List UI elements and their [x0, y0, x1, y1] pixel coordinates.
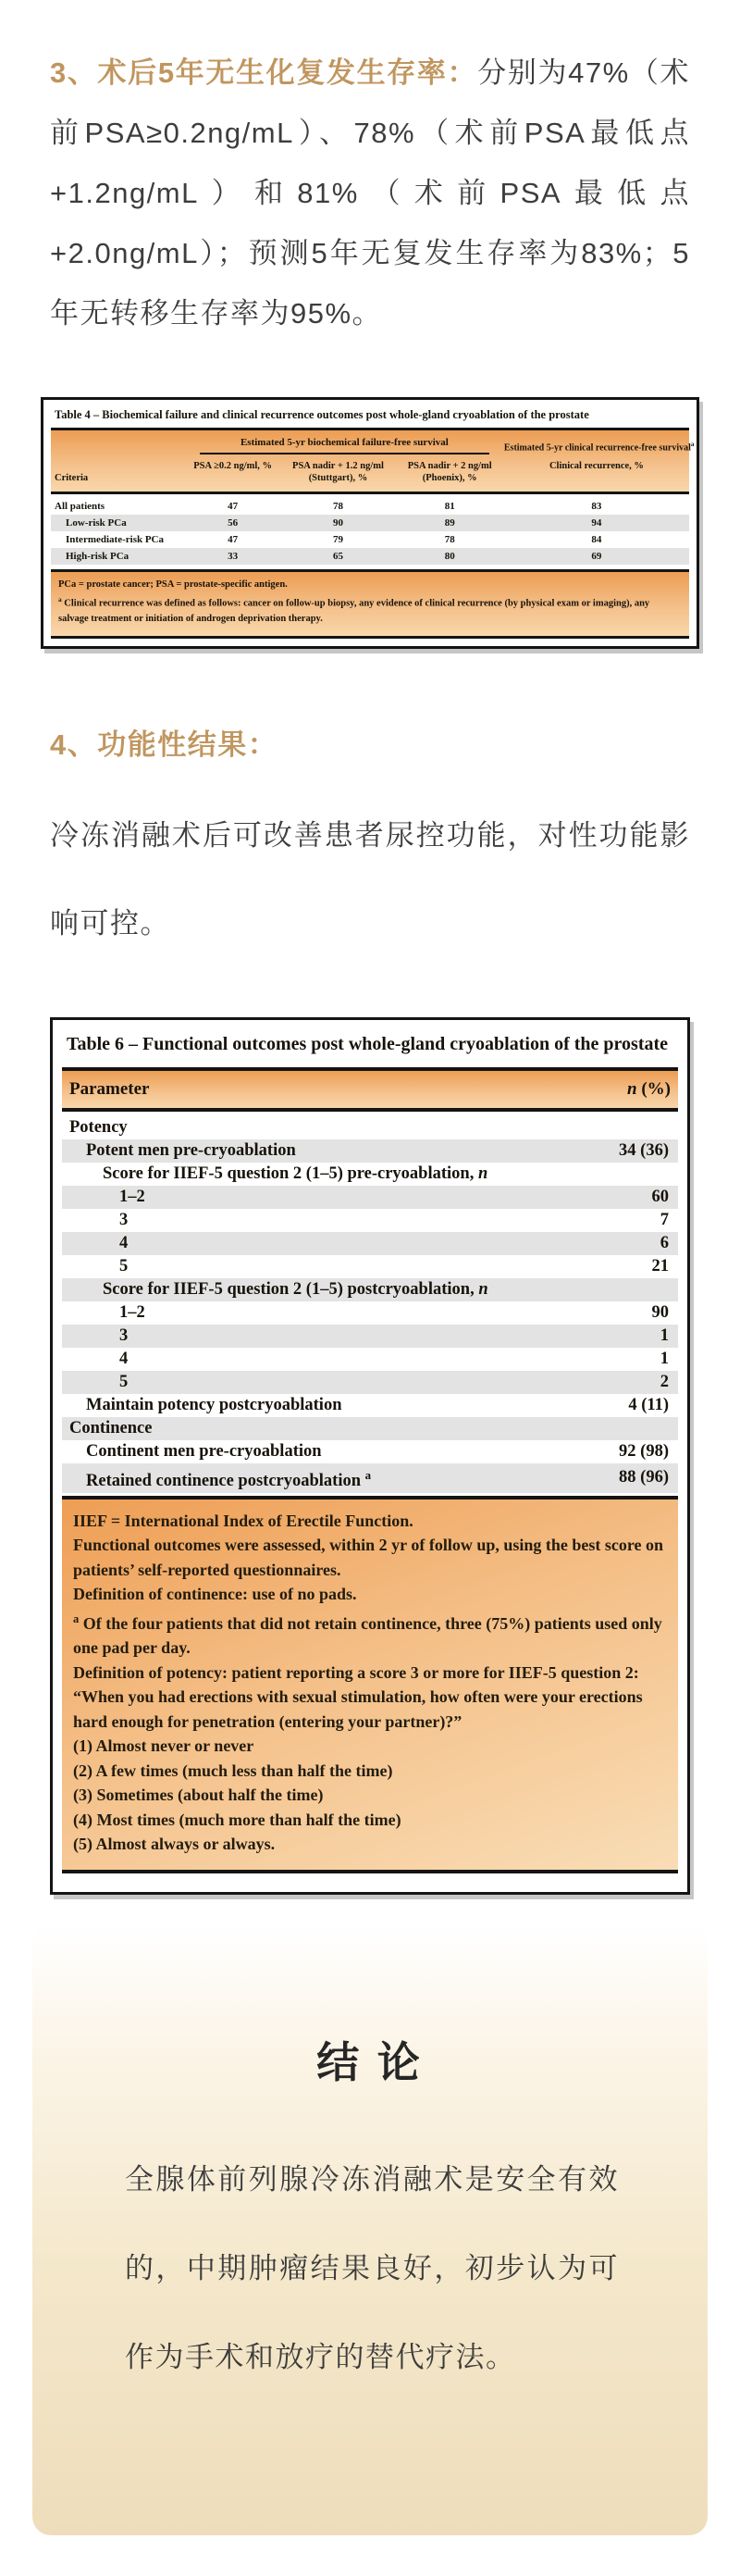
table-row	[62, 1371, 678, 1394]
row-value: 84	[591, 534, 602, 545]
table4-inner	[51, 428, 695, 639]
row-label: 4	[119, 1233, 129, 1252]
row-label: 4	[119, 1349, 129, 1368]
row-value: 88 (96)	[619, 1468, 669, 1487]
footnote-line: $^a$ Of the four patients that did not retain continence, three (75%) patients used only one pad per day.	[73, 1612, 662, 1658]
table4-box	[41, 397, 699, 649]
row-value: 90	[651, 1302, 669, 1322]
bottom-spacer	[0, 2535, 740, 2576]
table4-col-criteria: Criteria	[55, 473, 89, 483]
row-label: 1–2	[119, 1302, 145, 1322]
row-value: 2	[660, 1372, 669, 1391]
section-3-heading: 3、术后5年无生化复发生存率：	[50, 56, 478, 89]
table4-col-stuttgart: PSA nadir + 1.2 ng/ml (Stuttgart), %	[292, 461, 384, 483]
row-value: 69	[591, 551, 602, 562]
table-row	[62, 1139, 678, 1163]
row-label: 3	[119, 1210, 129, 1229]
row-value: 83	[591, 501, 602, 512]
row-value: 1	[660, 1349, 669, 1368]
section-4	[0, 717, 740, 967]
table-row	[62, 1255, 678, 1278]
row-label: Score for IIEF-5 question 2 (1–5) postcryoablation, n	[103, 1279, 488, 1299]
table-row	[51, 515, 689, 531]
row-value: 33	[228, 551, 239, 562]
table-row	[62, 1209, 678, 1232]
row-value: 1	[660, 1325, 669, 1345]
table-row	[62, 1463, 678, 1493]
row-value: 6	[660, 1233, 669, 1252]
table6-col-parameter: Parameter	[69, 1078, 150, 1099]
row-label: High-risk PCa	[66, 551, 130, 562]
table6-col-n-percent: n (%)	[627, 1078, 671, 1099]
footnote-marker: a	[690, 440, 695, 448]
footnote-marker: a	[73, 1612, 80, 1625]
table6-footnotes	[62, 1496, 678, 1873]
row-label: All patients	[55, 501, 105, 512]
table-row	[62, 1163, 678, 1186]
italic-n: n	[477, 1164, 488, 1183]
row-label: Retained continence postcryoablation $^a$	[86, 1467, 372, 1490]
section-3-body: 分别为47%（术前PSA≥0.2ng/mL）、78%（术前PSA最低点+1.2ng/mL）和81%（术前PSA最低点+2.0ng/mL）；预测5年无复发生存率为83%；5年无转移生存率为95%。	[50, 56, 691, 330]
table-row	[62, 1278, 678, 1301]
table4-group-header-row	[51, 436, 695, 454]
row-label: Intermediate-risk PCa	[66, 534, 165, 545]
footnote-line: $^a$ Clinical recurrence was defined as follows: cancer on follow-up biopsy, any evidence of clinical recurrence (by physical exam or imaging), any salvage treatment or initiation of androgen deprivation therapy.	[58, 595, 650, 624]
table-row	[51, 548, 689, 565]
conclusion-panel	[32, 1924, 708, 2535]
table-row	[62, 1232, 678, 1255]
row-label: Maintain potency postcryoablation	[86, 1395, 342, 1414]
footnote-line: (5) Almost always or always.	[73, 1835, 276, 1854]
table4-col-psa02: PSA ≥0.2 ng/ml, %	[193, 461, 273, 471]
italic-n: n	[478, 1279, 488, 1299]
table4-col-clinical-recurrence: Clinical recurrence, %	[549, 461, 644, 471]
row-label: Continent men pre-cryoablation	[86, 1441, 322, 1461]
table-row	[51, 498, 689, 515]
row-value: 80	[444, 551, 455, 562]
table4-group2-header: Estimated 5-yr clinical recurrence-free survival$^a$	[503, 440, 695, 453]
table6-rows	[62, 1112, 678, 1496]
footnote-line: Definition of potency: patient reporting a score 3 or more for IIEF-5 question 2: “When you had erections with sexual stimulation, how often were your erections hard enough for penetration (entering your partner)?”	[73, 1662, 643, 1731]
table-row	[62, 1348, 678, 1371]
table4-rows	[51, 492, 689, 572]
row-value: 89	[444, 517, 455, 529]
table4-header-band	[51, 428, 695, 492]
table-row	[62, 1116, 678, 1139]
row-value: 81	[444, 501, 455, 512]
row-value: 90	[332, 517, 343, 529]
table6-inner	[62, 1067, 678, 1873]
footnote-line: Definition of continence: use of no pads.	[73, 1585, 357, 1604]
row-label: Low-risk PCa	[66, 517, 127, 529]
table4-title: Table 4 – Biochemical failure and clinical recurrence outcomes post whole-gland cryoablation of the prostate	[55, 408, 589, 421]
table-row	[62, 1325, 678, 1348]
footnote-line: PCa = prostate cancer; PSA = prostate-specific antigen.	[58, 579, 288, 590]
table-row	[62, 1394, 678, 1417]
footnote-line: IIEF = International Index of Erectile Function.	[73, 1511, 413, 1530]
footnote-line: (1) Almost never or never	[73, 1736, 254, 1756]
table4-footnotes	[51, 572, 689, 639]
row-label: 1–2	[119, 1187, 145, 1206]
row-value: 78	[444, 534, 455, 545]
section-4-heading: 4、功能性结果：	[50, 728, 278, 761]
section-3	[0, 0, 740, 343]
table-row	[62, 1186, 678, 1209]
row-value: 7	[660, 1210, 669, 1229]
row-value: 47	[228, 501, 239, 512]
row-value: 78	[332, 501, 343, 512]
table6-header-band	[62, 1067, 678, 1112]
table4-figure	[41, 397, 699, 649]
table-row	[62, 1440, 678, 1463]
table-row	[62, 1301, 678, 1325]
row-value: 60	[651, 1187, 669, 1206]
row-label: 3	[119, 1325, 129, 1345]
footnote-line: (3) Sometimes (about half the time)	[73, 1786, 324, 1805]
table6-box	[50, 1017, 690, 1895]
conclusion-body: 全腺体前列腺冷冻消融术是安全有效的，中期肿瘤结果良好，初步认为可作为手术和放疗的替代疗法。	[125, 2162, 619, 2373]
row-value: 4 (11)	[628, 1395, 669, 1414]
row-value: 92 (98)	[619, 1441, 669, 1461]
row-label: Potent men pre-cryoablation	[86, 1140, 296, 1160]
table-row	[51, 531, 689, 548]
conclusion-heading: 结 论	[316, 2038, 424, 2086]
table6-figure	[50, 1017, 690, 1895]
row-value: 21	[651, 1256, 669, 1276]
row-label: Score for IIEF-5 question 2 (1–5) pre-cryoablation, n	[103, 1164, 488, 1183]
section-4-body: 冷冻消融术后可改善患者尿控功能，对性功能影响可控。	[50, 818, 690, 940]
row-value: 56	[228, 517, 239, 529]
section-3-paragraph	[50, 0, 690, 343]
row-value: 94	[591, 517, 602, 529]
row-value: 34 (36)	[619, 1140, 669, 1160]
row-value: 65	[332, 551, 343, 562]
footnote-line: (4) Most times (much more than half the time)	[73, 1810, 401, 1829]
row-value: 79	[332, 534, 343, 545]
footnote-marker: a	[364, 1467, 372, 1482]
row-label: Potency	[69, 1117, 128, 1137]
table4-group1-header: Estimated 5-yr biochemical failure-free survival	[200, 436, 489, 454]
table-row	[62, 1417, 678, 1440]
row-label: 5	[119, 1256, 129, 1276]
footnote-marker: a	[58, 595, 62, 604]
footnote-line: (2) A few times (much less than half the time)	[73, 1761, 393, 1780]
table4-col-phoenix: PSA nadir + 2 ng/ml (Phoenix), %	[407, 461, 492, 483]
footnote-line: Functional outcomes were assessed, within 2 yr of follow up, using the best score on patients’ self-reported questionnaires.	[73, 1536, 664, 1579]
row-value: 47	[228, 534, 239, 545]
table6-title: Table 6 – Functional outcomes post whole-gland cryoablation of the prostate	[67, 1033, 669, 1054]
row-label: Continence	[69, 1418, 153, 1437]
row-label: 5	[119, 1372, 129, 1391]
table4-column-header-row	[51, 454, 689, 484]
